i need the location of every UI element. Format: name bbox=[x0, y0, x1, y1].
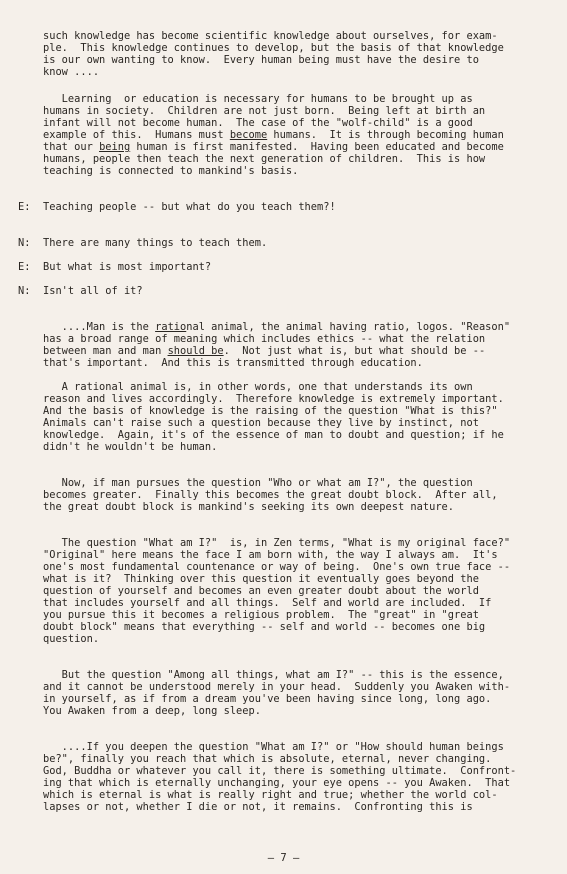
text-line: And the basis of knowledge is the raising of the question "What is this?" bbox=[43, 405, 498, 417]
text-line: humans, people then teach the next generation of children. This is how bbox=[43, 153, 486, 165]
text-line: be?", finally you reach that which is absolute, eternal, never changing. bbox=[43, 753, 492, 765]
dialogue-line bbox=[18, 261, 212, 273]
text-line: that includes yourself and all things. Self and world are included. If bbox=[43, 597, 492, 609]
text-line: Now, if man pursues the question "Who or what am I?", the question bbox=[43, 477, 473, 489]
dialogue-text: There are many things to teach them. bbox=[43, 237, 268, 249]
text-line: know .... bbox=[43, 66, 100, 78]
speaker-label: E: bbox=[18, 201, 31, 213]
text-line: lapses or not, whether I die or not, it remains. Confronting this is bbox=[43, 801, 473, 813]
text-line: But the question "Among all things, what am I?" -- this is the essence, bbox=[43, 669, 504, 681]
text-line: ple. This knowledge continues to develop, but the basis of that knowledge bbox=[43, 42, 504, 54]
text-line: such knowledge has become scientific knowledge about ourselves, for exam- bbox=[43, 30, 498, 42]
text-line: knowledge. Again, it's of the essence of man to doubt and question; if he bbox=[43, 429, 504, 441]
dialogue-line bbox=[18, 237, 268, 249]
text-line: what is it? Thinking over this question it eventually goes beyond the bbox=[43, 573, 479, 585]
text-line: reason and lives accordingly. Therefore knowledge is extremely important. bbox=[43, 393, 504, 405]
text-line: example of this. Humans must become humans. It is through becoming human bbox=[43, 129, 504, 141]
speaker-label: N: bbox=[18, 285, 31, 297]
text-line: ....Man is the rational animal, the animal having ratio, logos. "Reason" bbox=[43, 321, 511, 333]
text-line: humans in society. Children are not just born. Being left at birth an bbox=[43, 105, 486, 117]
text-line: becomes greater. Finally this becomes the great doubt block. After all, bbox=[43, 489, 498, 501]
dialogue-text: But what is most important? bbox=[43, 261, 212, 273]
text-line: doubt block" means that everything -- self and world -- becomes one big bbox=[43, 621, 486, 633]
text-line: question of yourself and becomes an even greater doubt about the world bbox=[43, 585, 479, 597]
text-line: The question "What am I?" is, in Zen terms, "What is my original face?" bbox=[43, 537, 511, 549]
dialogue-text: Teaching people -- but what do you teach them?! bbox=[43, 201, 336, 213]
text-line: one's most fundamental countenance or way of being. One's own true face -- bbox=[43, 561, 511, 573]
text-line: and it cannot be understood merely in your head. Suddenly you Awaken with- bbox=[43, 681, 511, 693]
text-line: in yourself, as if from a dream you've been having since long, long ago. bbox=[43, 693, 492, 705]
text-line: the great doubt block is mankind's seeking its own deepest nature. bbox=[43, 501, 455, 513]
dialogue-line bbox=[18, 285, 143, 297]
page-number: — 7 — bbox=[267, 852, 300, 864]
text-line: that our being human is first manifested. Having been educated and become bbox=[43, 141, 504, 153]
text-line: that's important. And this is transmitted through education. bbox=[43, 357, 423, 369]
text-line: has a broad range of meaning which includes ethics -- what the relation bbox=[43, 333, 486, 345]
text-line: infant will not become human. The case of the "wolf-child" is a good bbox=[43, 117, 473, 129]
text-line: question. bbox=[43, 633, 100, 645]
speaker-label: N: bbox=[18, 237, 31, 249]
speaker-label: E: bbox=[18, 261, 31, 273]
text-line: teaching is connected to mankind's basis. bbox=[43, 165, 299, 177]
text-line: Animals can't raise such a question because they live by instinct, not bbox=[43, 417, 479, 429]
text-line: God, Buddha or whatever you call it, there is something ultimate. Confront- bbox=[43, 765, 517, 777]
text-line: is our own wanting to know. Every human being must have the desire to bbox=[43, 54, 479, 66]
text-line: ....If you deepen the question "What am I?" or "How should human beings bbox=[43, 741, 504, 753]
dialogue-text: Isn't all of it? bbox=[43, 285, 143, 297]
text-line: A rational animal is, in other words, one that understands its own bbox=[43, 381, 473, 393]
text-line: which is eternal is what is really right and true; whether the world col- bbox=[43, 789, 498, 801]
text-line: ing that which is eternally unchanging, your eye opens -- you Awaken. That bbox=[43, 777, 511, 789]
text-line: you pursue this it becomes a religious problem. The "great" in "great bbox=[43, 609, 479, 621]
text-line: between man and man should be. Not just what is, but what should be -- bbox=[43, 345, 486, 357]
text-line: "Original" here means the face I am born with, the way I always am. It's bbox=[43, 549, 498, 561]
text-line: Learning or education is necessary for humans to be brought up as bbox=[43, 93, 473, 105]
dialogue-line bbox=[18, 201, 336, 213]
text-line: You Awaken from a deep, long sleep. bbox=[43, 705, 261, 717]
text-line: didn't he wouldn't be human. bbox=[43, 441, 218, 453]
